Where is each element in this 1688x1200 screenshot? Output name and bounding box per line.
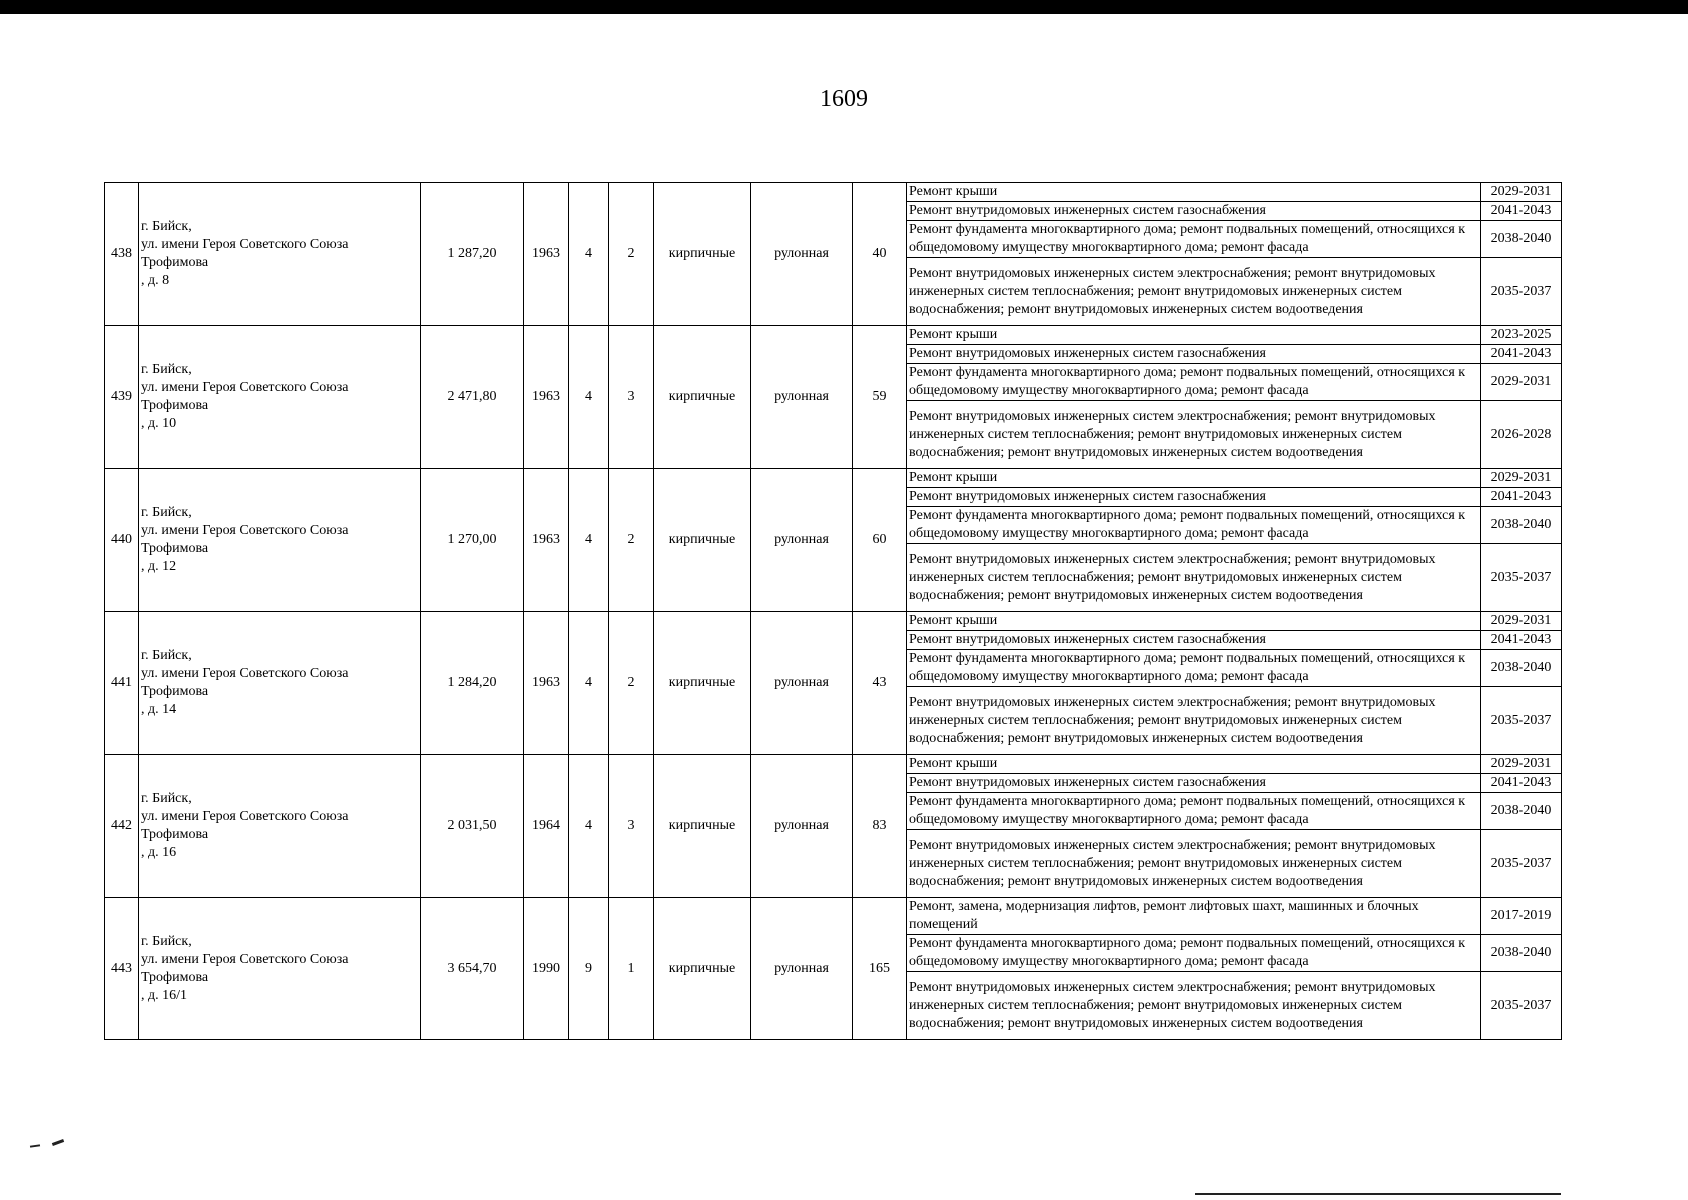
record-entrances: 2 <box>609 612 654 755</box>
record-wall-material: кирпичные <box>654 326 751 469</box>
address-line: г. Бийск, <box>141 505 192 520</box>
record-entrances: 2 <box>609 183 654 326</box>
scan-artifact <box>52 1139 64 1146</box>
address-line: ул. имени Героя Советского Союза Трофимова <box>141 237 349 270</box>
work-description: Ремонт внутридомовых инженерных систем газоснабжения <box>907 631 1481 650</box>
table-row <box>105 898 1562 935</box>
work-period: 2017-2019 <box>1481 898 1562 935</box>
table-row <box>105 612 1562 631</box>
work-period: 2035-2037 <box>1481 972 1562 1040</box>
record-wall-material: кирпичные <box>654 612 751 755</box>
work-description: Ремонт, замена, модернизация лифтов, ремонт лифтовых шахт, машинных и блочных помещений <box>907 898 1481 935</box>
record-address <box>139 183 421 326</box>
address-line: г. Бийск, <box>141 648 192 663</box>
work-period: 2041-2043 <box>1481 345 1562 364</box>
record-area: 3 654,70 <box>421 898 524 1040</box>
record-floors: 9 <box>569 898 609 1040</box>
record-entrances: 3 <box>609 326 654 469</box>
record-year: 1963 <box>524 183 569 326</box>
address-line: г. Бийск, <box>141 362 192 377</box>
record-floors: 4 <box>569 183 609 326</box>
address-line: г. Бийск, <box>141 933 192 949</box>
record-wall-material: кирпичные <box>654 183 751 326</box>
repair-schedule-table <box>104 182 1562 1040</box>
work-description: Ремонт фундамента многоквартирного дома; ремонт подвальных помещений, относящихся к общедомовому имуществу многоквартирного дома; ремонт фасада <box>907 793 1481 830</box>
record-number: 441 <box>105 612 139 755</box>
work-period: 2041-2043 <box>1481 774 1562 793</box>
record-residents: 40 <box>853 183 907 326</box>
work-period: 2035-2037 <box>1481 258 1562 326</box>
work-period: 2035-2037 <box>1481 687 1562 755</box>
record-area: 2 471,80 <box>421 326 524 469</box>
record-number: 440 <box>105 469 139 612</box>
record-year: 1990 <box>524 898 569 1040</box>
work-period: 2038-2040 <box>1481 221 1562 258</box>
address-line: , д. 12 <box>141 559 177 574</box>
record-residents: 59 <box>853 326 907 469</box>
work-description: Ремонт фундамента многоквартирного дома; ремонт подвальных помещений, относящихся к общедомовому имуществу многоквартирного дома; ремонт фасада <box>907 221 1481 258</box>
table-row <box>105 326 1562 345</box>
page-number: 1609 <box>820 86 868 112</box>
record-number: 438 <box>105 183 139 326</box>
work-description: Ремонт внутридомовых инженерных систем электроснабжения; ремонт внутридомовых инженерных систем теплоснабжения; ремонт внутридомовых инженерных систем водоснабжения; ремонт внутридомовых инженерных систем водоотведения <box>907 258 1481 326</box>
scan-top-border <box>0 0 1688 14</box>
record-area: 1 287,20 <box>421 183 524 326</box>
work-description: Ремонт фундамента многоквартирного дома; ремонт подвальных помещений, относящихся к общедомовому имуществу многоквартирного дома; ремонт фасада <box>907 507 1481 544</box>
record-floors: 4 <box>569 326 609 469</box>
work-period: 2029-2031 <box>1481 364 1562 401</box>
work-period: 2038-2040 <box>1481 650 1562 687</box>
record-roof-type: рулонная <box>751 469 853 612</box>
record-area: 1 284,20 <box>421 612 524 755</box>
record-roof-type: рулонная <box>751 755 853 898</box>
work-period: 2038-2040 <box>1481 507 1562 544</box>
work-description: Ремонт внутридомовых инженерных систем электроснабжения; ремонт внутридомовых инженерных систем теплоснабжения; ремонт внутридомовых инженерных систем водоснабжения; ремонт внутридомовых инженерных систем водоотведения <box>907 687 1481 755</box>
table-row <box>105 183 1562 202</box>
work-description: Ремонт внутридомовых инженерных систем газоснабжения <box>907 345 1481 364</box>
address-line: г. Бийск, <box>141 219 192 234</box>
record-residents: 83 <box>853 755 907 898</box>
record-entrances: 1 <box>609 898 654 1040</box>
record-roof-type: рулонная <box>751 612 853 755</box>
record-year: 1963 <box>524 612 569 755</box>
record-residents: 60 <box>853 469 907 612</box>
record-address <box>139 326 421 469</box>
work-period: 2023-2025 <box>1481 326 1562 345</box>
work-period: 2026-2028 <box>1481 401 1562 469</box>
work-description: Ремонт внутридомовых инженерных систем электроснабжения; ремонт внутридомовых инженерных систем теплоснабжения; ремонт внутридомовых инженерных систем водоснабжения; ремонт внутридомовых инженерных систем водоотведения <box>907 401 1481 469</box>
record-roof-type: рулонная <box>751 183 853 326</box>
record-residents: 43 <box>853 612 907 755</box>
work-description: Ремонт фундамента многоквартирного дома; ремонт подвальных помещений, относящихся к общедомовому имуществу многоквартирного дома; ремонт фасада <box>907 650 1481 687</box>
scan-artifact <box>30 1144 40 1147</box>
work-period: 2035-2037 <box>1481 830 1562 898</box>
work-period: 2029-2031 <box>1481 755 1562 774</box>
record-entrances: 3 <box>609 755 654 898</box>
work-period: 2041-2043 <box>1481 202 1562 221</box>
bottom-rule <box>1195 1193 1561 1195</box>
record-area: 1 270,00 <box>421 469 524 612</box>
record-entrances: 2 <box>609 469 654 612</box>
address-line: , д. 8 <box>141 273 170 288</box>
work-description: Ремонт внутридомовых инженерных систем газоснабжения <box>907 774 1481 793</box>
work-description: Ремонт фундамента многоквартирного дома; ремонт подвальных помещений, относящихся к общедомовому имуществу многоквартирного дома; ремонт фасада <box>907 364 1481 401</box>
record-year: 1964 <box>524 755 569 898</box>
table-row <box>105 755 1562 774</box>
record-floors: 4 <box>569 755 609 898</box>
record-number: 443 <box>105 898 139 1040</box>
address-line: , д. 10 <box>141 416 177 431</box>
address-line: ул. имени Героя Советского Союза Трофимова <box>141 951 349 985</box>
record-wall-material: кирпичные <box>654 469 751 612</box>
work-description: Ремонт внутридомовых инженерных систем электроснабжения; ремонт внутридомовых инженерных систем теплоснабжения; ремонт внутридомовых инженерных систем водоснабжения; ремонт внутридомовых инженерных систем водоотведения <box>907 972 1481 1040</box>
address-line: , д. 16 <box>141 845 177 860</box>
address-line: ул. имени Героя Советского Союза Трофимова <box>141 666 349 699</box>
address-line: ул. имени Героя Советского Союза Трофимова <box>141 809 349 842</box>
work-period: 2029-2031 <box>1481 612 1562 631</box>
record-residents: 165 <box>853 898 907 1040</box>
work-period: 2029-2031 <box>1481 183 1562 202</box>
record-number: 442 <box>105 755 139 898</box>
work-description: Ремонт крыши <box>907 183 1481 202</box>
work-description: Ремонт крыши <box>907 469 1481 488</box>
record-address <box>139 898 421 1040</box>
record-roof-type: рулонная <box>751 326 853 469</box>
table-body <box>105 183 1562 1040</box>
work-description: Ремонт внутридомовых инженерных систем электроснабжения; ремонт внутридомовых инженерных систем теплоснабжения; ремонт внутридомовых инженерных систем водоснабжения; ремонт внутридомовых инженерных систем водоотведения <box>907 544 1481 612</box>
work-period: 2041-2043 <box>1481 631 1562 650</box>
address-line: ул. имени Героя Советского Союза Трофимова <box>141 523 349 556</box>
work-description: Ремонт внутридомовых инженерных систем газоснабжения <box>907 488 1481 507</box>
record-floors: 4 <box>569 469 609 612</box>
work-description: Ремонт крыши <box>907 755 1481 774</box>
work-period: 2038-2040 <box>1481 935 1562 972</box>
work-description: Ремонт внутридомовых инженерных систем электроснабжения; ремонт внутридомовых инженерных систем теплоснабжения; ремонт внутридомовых инженерных систем водоснабжения; ремонт внутридомовых инженерных систем водоотведения <box>907 830 1481 898</box>
address-line: г. Бийск, <box>141 791 192 806</box>
work-description: Ремонт внутридомовых инженерных систем газоснабжения <box>907 202 1481 221</box>
address-line: , д. 14 <box>141 702 177 717</box>
work-period: 2035-2037 <box>1481 544 1562 612</box>
record-floors: 4 <box>569 612 609 755</box>
record-address <box>139 755 421 898</box>
work-period: 2041-2043 <box>1481 488 1562 507</box>
record-wall-material: кирпичные <box>654 755 751 898</box>
work-period: 2029-2031 <box>1481 469 1562 488</box>
work-description: Ремонт крыши <box>907 326 1481 345</box>
work-period: 2038-2040 <box>1481 793 1562 830</box>
table-row <box>105 469 1562 488</box>
address-line: , д. 16/1 <box>141 987 188 1003</box>
record-roof-type: рулонная <box>751 898 853 1040</box>
work-description: Ремонт крыши <box>907 612 1481 631</box>
work-description: Ремонт фундамента многоквартирного дома; ремонт подвальных помещений, относящихся к общедомовому имуществу многоквартирного дома; ремонт фасада <box>907 935 1481 972</box>
record-wall-material: кирпичные <box>654 898 751 1040</box>
record-year: 1963 <box>524 469 569 612</box>
record-number: 439 <box>105 326 139 469</box>
address-line: ул. имени Героя Советского Союза Трофимова <box>141 380 349 413</box>
record-address <box>139 469 421 612</box>
record-address <box>139 612 421 755</box>
record-year: 1963 <box>524 326 569 469</box>
record-area: 2 031,50 <box>421 755 524 898</box>
